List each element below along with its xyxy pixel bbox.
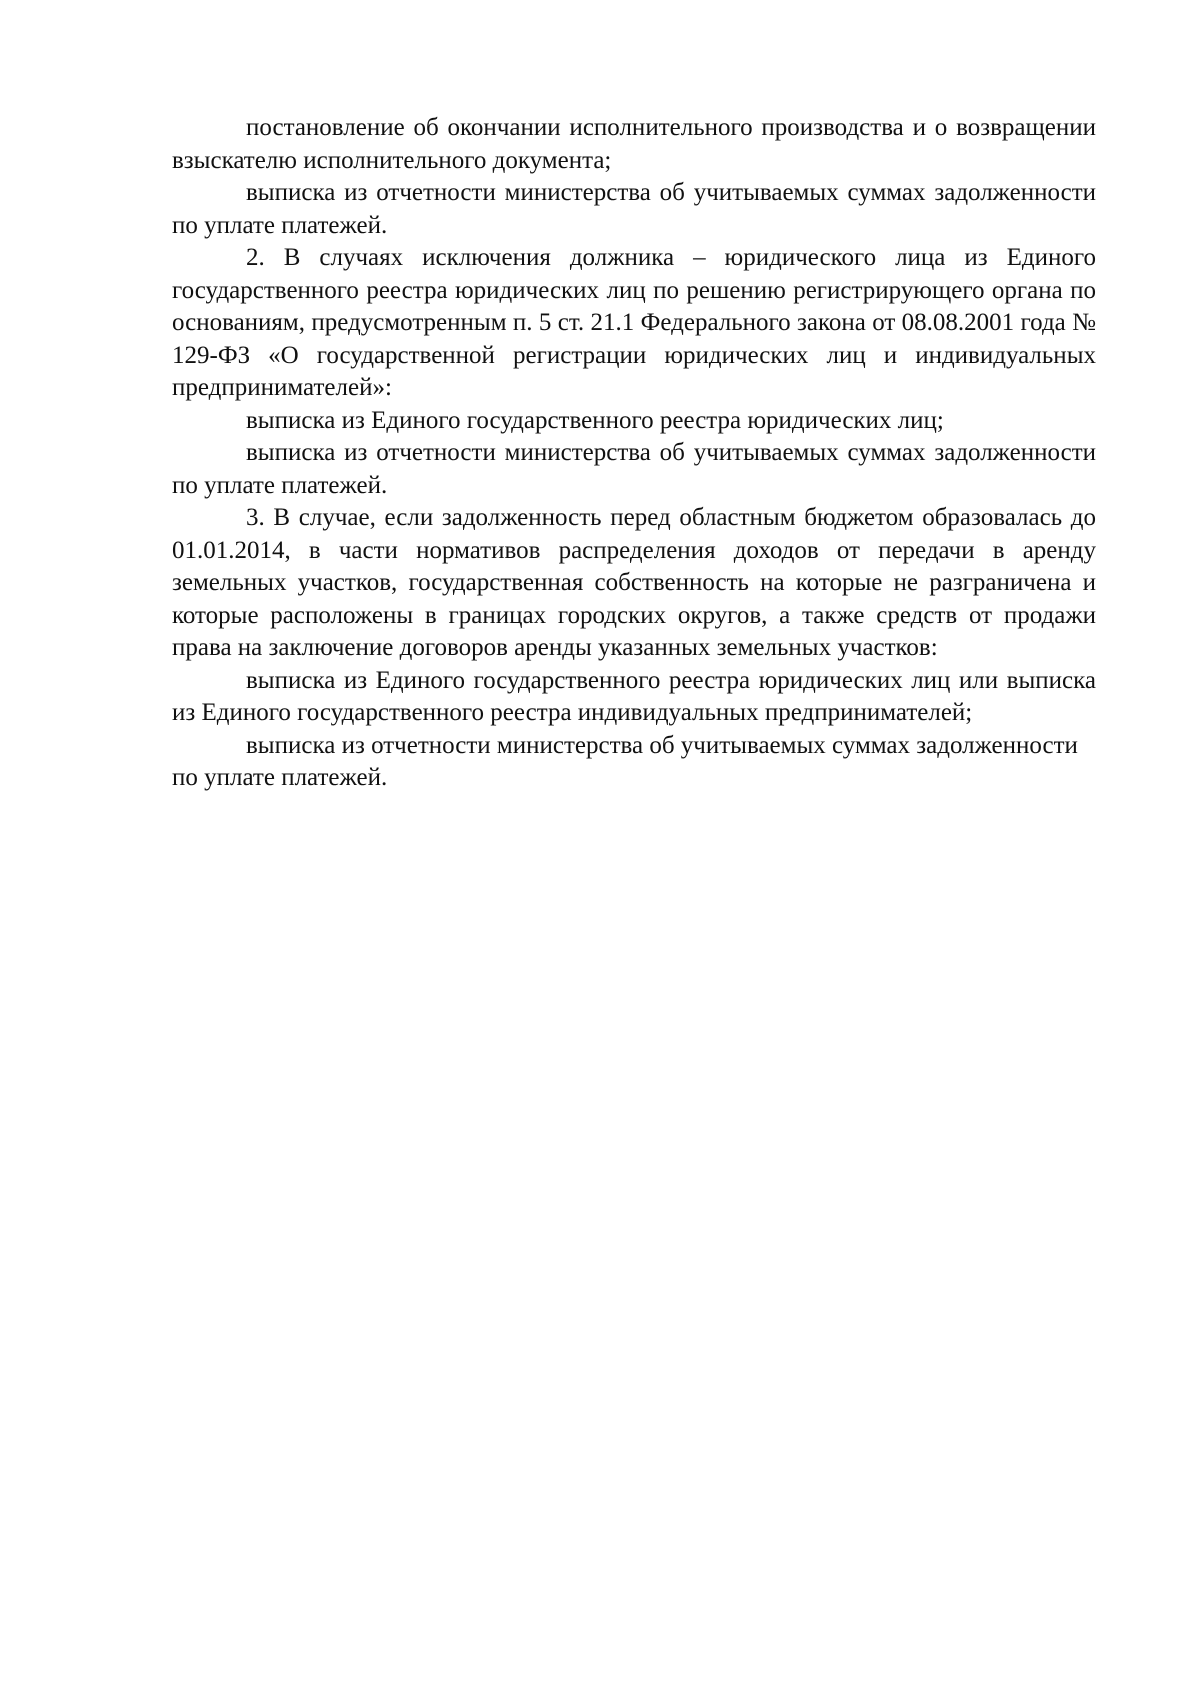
paragraph-ministry-report-extract-1: выписка из отчетности министерства об учитываемых суммах задолженности по уплате платежей. (172, 179, 1096, 239)
paragraph-item-3-land-lease: 3. В случае, если задолженность перед областным бюджетом образовалась до 01.01.2014, в части нормативов распределения доходов от передачи в аренду земельных участков, государственная собственность на которые не разграничена и которые расположены в границах городских округов, а также средств от продажи права на заключение договоров аренды указанных земельных участков: (172, 504, 1096, 661)
paragraph-ministry-report-extract-2: выписка из отчетности министерства об учитываемых суммах задолженности по уплате платежей. (172, 439, 1096, 499)
paragraph-decision-end-proceedings: постановление об окончании исполнительного производства и о возвращении взыскателю исполнительного документа; (172, 114, 1096, 174)
document-page (172, 112, 1096, 795)
paragraph-ministry-report-extract-3: выписка из отчетности министерства об учитываемых суммах задолженности по уплате платежей. (172, 731, 1078, 791)
paragraph-egrul-egrip-extract: выписка из Единого государственного реестра юридических лиц или выписка из Единого государственного реестра индивидуальных предпринимателей; (172, 666, 1096, 726)
paragraph-egrul-extract: выписка из Единого государственного реестра юридических лиц; (246, 406, 944, 434)
paragraph-item-2-exclusion: 2. В случаях исключения должника – юридического лица из Единого государственного реестра юридических лиц по решению регистрирующего органа по основаниям, предусмотренным п. 5 ст. 21.1 Федерального закона от 08.08.2001 года № 129-ФЗ «О государственной регистрации юридических лиц и индивидуальных предпринимателей»: (172, 244, 1096, 401)
